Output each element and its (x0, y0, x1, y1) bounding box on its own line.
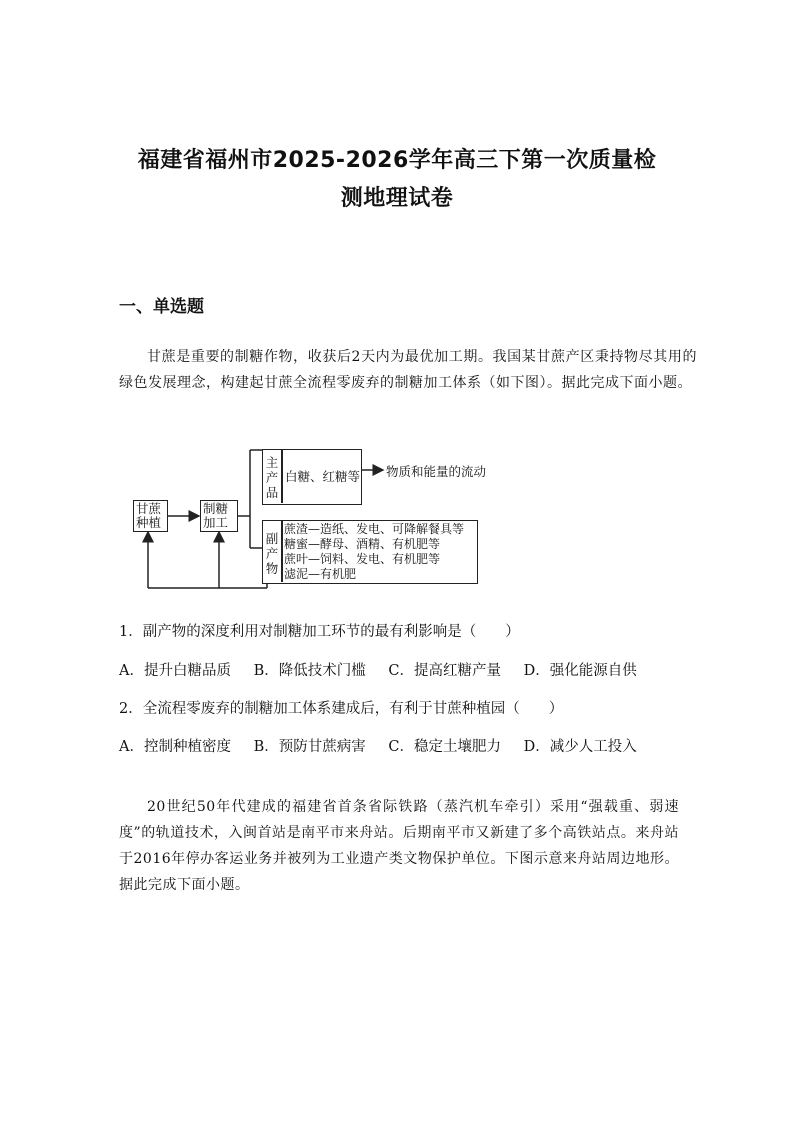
option-c[interactable]: C．提高红糖产量 (388, 663, 501, 679)
title-line-2: 测地理试卷 (340, 186, 454, 211)
main-product-label: 主产品 (265, 455, 279, 500)
by-divider (281, 521, 283, 582)
flow-label: 物质和能量的流动 (386, 464, 487, 479)
question-1-options (119, 661, 655, 681)
byproduct-box (262, 520, 478, 584)
passage-2: 20世纪50年代建成的福建省首条省际铁路（蒸汽机车牵引）采用“强载重、弱速度”的轨道技术，入闽首站是南平市来舟站。后期南平市又新建了多个高铁站点。来舟站于2016年停办客运业务并被列为工业遗产类文物保护单位。下图示意来舟站周边地形。据此完成下面小题。 (119, 799, 679, 893)
byproduct-line: 糖蜜—酵母、酒精、有机肥等 (284, 537, 441, 551)
question-1-stem: 1．副产物的深度利用对制糖加工环节的最有利影响是（ ） (119, 624, 520, 640)
option-d[interactable]: D．强化能源自供 (523, 663, 637, 679)
question-2-options (119, 737, 655, 757)
option-d[interactable]: D．减少人工投入 (523, 739, 637, 755)
processing-box (200, 500, 238, 532)
option-c[interactable]: C．稳定土壤肥力 (388, 739, 501, 755)
byproduct-line: 蔗叶—饲料、发电、有机肥等 (284, 552, 441, 566)
title-line-1: 福建省福州市2025-2026学年高三下第一次质量检 (137, 148, 657, 173)
option-b[interactable]: B．预防甘蔗病害 (253, 739, 366, 755)
processing-label: 制糖加工 (203, 501, 229, 530)
byproduct-label: 副产物 (265, 531, 279, 576)
passage-1: 甘蔗是重要的制糖作物，收获后2天内为最优加工期。我国某甘蔗产区秉持物尽其用的绿色发展理念，构建起甘蔗全流程零废弃的制糖加工体系（如下图）。据此完成下面小题。 (119, 349, 697, 391)
question-2-stem: 2．全流程零废弃的制糖加工体系建成后，有利于甘蔗种植园（ ） (119, 701, 564, 717)
option-a[interactable]: A．控制种植密度 (119, 739, 231, 755)
planting-box (133, 500, 168, 532)
main-product-text: 白糖、红糖等 (285, 469, 361, 484)
option-a[interactable]: A．提升白糖品质 (119, 663, 231, 679)
planting-label: 甘蔗种植 (136, 501, 162, 530)
option-b[interactable]: B．降低技术门槛 (253, 663, 366, 679)
byproduct-lines (284, 522, 464, 582)
byproduct-line: 蔗渣—造纸、发电、可降解餐具等 (284, 522, 465, 536)
main-divider (281, 450, 283, 503)
page-title (100, 142, 694, 218)
section-heading: 一、单选题 (119, 297, 204, 317)
byproduct-line: 滤泥—有机肥 (284, 567, 357, 581)
main-product-box (262, 449, 362, 505)
